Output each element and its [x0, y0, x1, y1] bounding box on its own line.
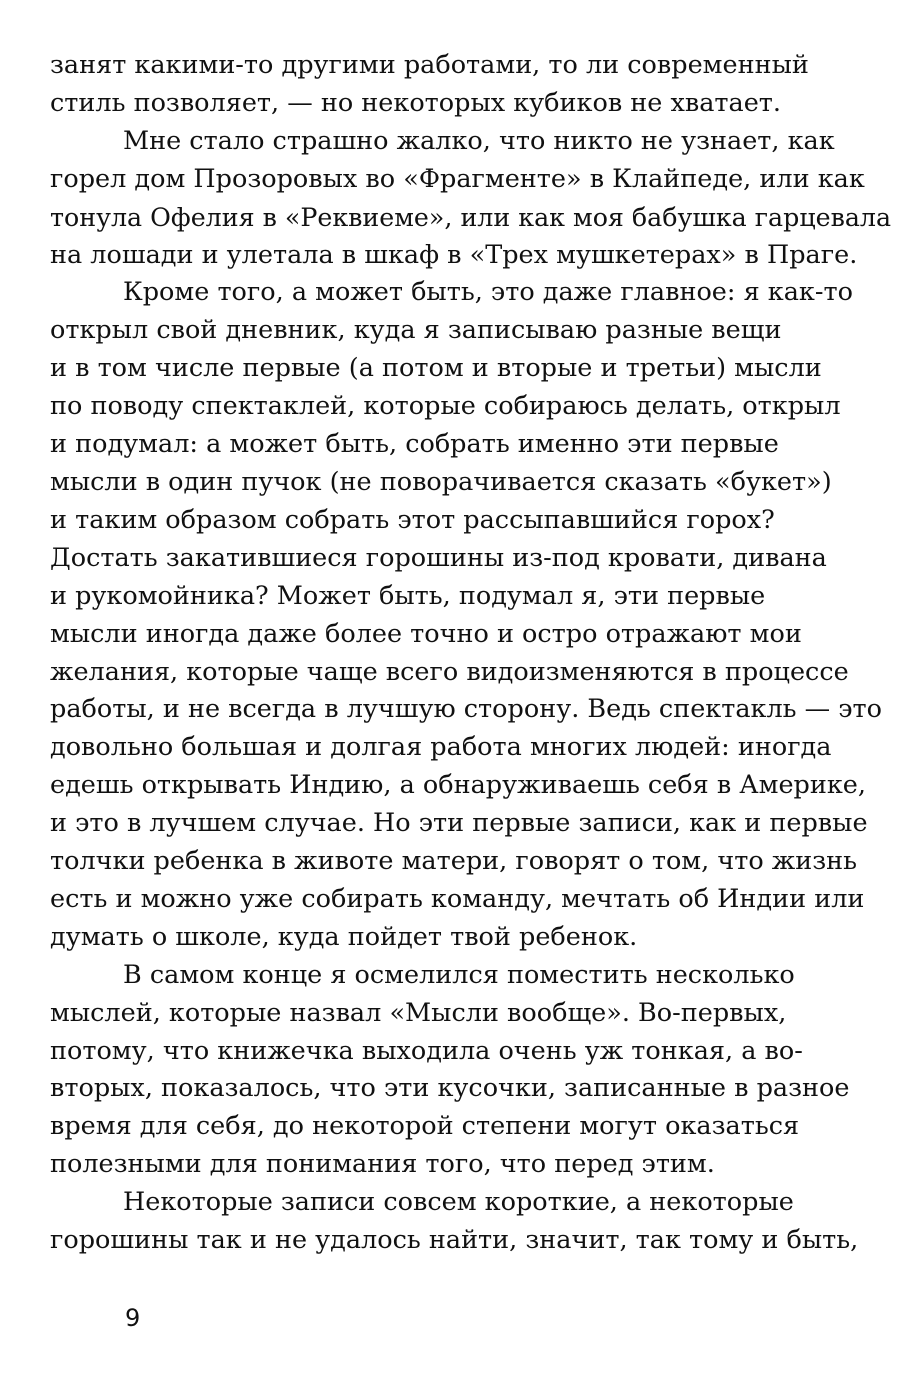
text-line: есть и можно уже собирать команду, мечтать об Индии или: [50, 883, 865, 914]
text-line: и таким образом собрать этот рассыпавшийся горох?: [50, 504, 775, 535]
text-line: желания, которые чаще всего видоизменяются в процессе: [50, 656, 849, 687]
text-line: занят какими-то другими работами, то ли современный: [50, 50, 809, 80]
text-line: мысли в один пучок (не поворачивается сказать «букет»): [50, 466, 832, 497]
text-line: и это в лучшем случае. Но эти первые записи, как и первые: [50, 808, 868, 839]
text-line: полезными для понимания того, что перед этим.: [50, 1149, 715, 1180]
text-line: Достать закатившиеся горошины из-под кровати, дивана: [50, 542, 827, 573]
body-text: [50, 47, 892, 1260]
page-number: 9: [125, 1304, 141, 1332]
text-line: работы, и не всегда в лучшую сторону. Ведь спектакль — это: [50, 694, 883, 725]
text-line: толчки ребенка в животе матери, говорят о том, что жизнь: [50, 846, 858, 877]
text-line: потому, что книжечка выходила очень уж тонкая, а во-: [50, 1035, 803, 1066]
paragraph-start-line: Кроме того, а может быть, это даже главное: я как-то: [123, 277, 853, 308]
text-line: вторых, показалось, что эти кусочки, записанные в разное: [50, 1073, 850, 1104]
text-line: открыл свой дневник, куда я записываю разные вещи: [50, 315, 782, 346]
text-line: и подумал: а может быть, собрать именно эти первые: [50, 429, 779, 460]
text-line: мысли иногда даже более точно и остро отражают мои: [50, 618, 802, 649]
text-line: горел дом Прозоровых во «Фрагменте» в Клайпеде, или как: [50, 163, 865, 194]
text-line: едешь открывать Индию, а обнаруживаешь себя в Америке,: [50, 770, 866, 801]
text-line: довольно большая и долгая работа многих людей: иногда: [50, 732, 832, 763]
text-line: на лошади и улетала в шкаф в «Трех мушкетерах» в Праге.: [50, 239, 858, 270]
text-line: тонула Офелия в «Реквиеме», или как моя бабушка гарцевала: [50, 202, 892, 232]
text-line: мыслей, которые назвал «Мысли вообще». Во-первых,: [50, 997, 787, 1028]
text-line: горошины так и не удалось найти, значит, так тому и быть,: [50, 1225, 859, 1256]
text-line: думать о школе, куда пойдет твой ребенок.: [50, 921, 638, 952]
text-line: и рукомойника? Может быть, подумал я, эти первые: [50, 580, 766, 611]
text-line: время для себя, до некоторой степени могут оказаться: [50, 1111, 800, 1142]
text-line: и в том числе первые (а потом и вторые и третьи) мысли: [50, 353, 822, 384]
paragraph-start-line: Мне стало страшно жалко, что никто не узнает, как: [123, 125, 835, 156]
paragraph-start-line: В самом конце я осмелился поместить несколько: [123, 959, 795, 990]
paragraph-start-line: Некоторые записи совсем короткие, а некоторые: [123, 1187, 794, 1218]
text-line: по поводу спектаклей, которые собираюсь делать, открыл: [50, 391, 841, 422]
text-line: стиль позволяет, — но некоторых кубиков не хватает.: [50, 87, 782, 118]
